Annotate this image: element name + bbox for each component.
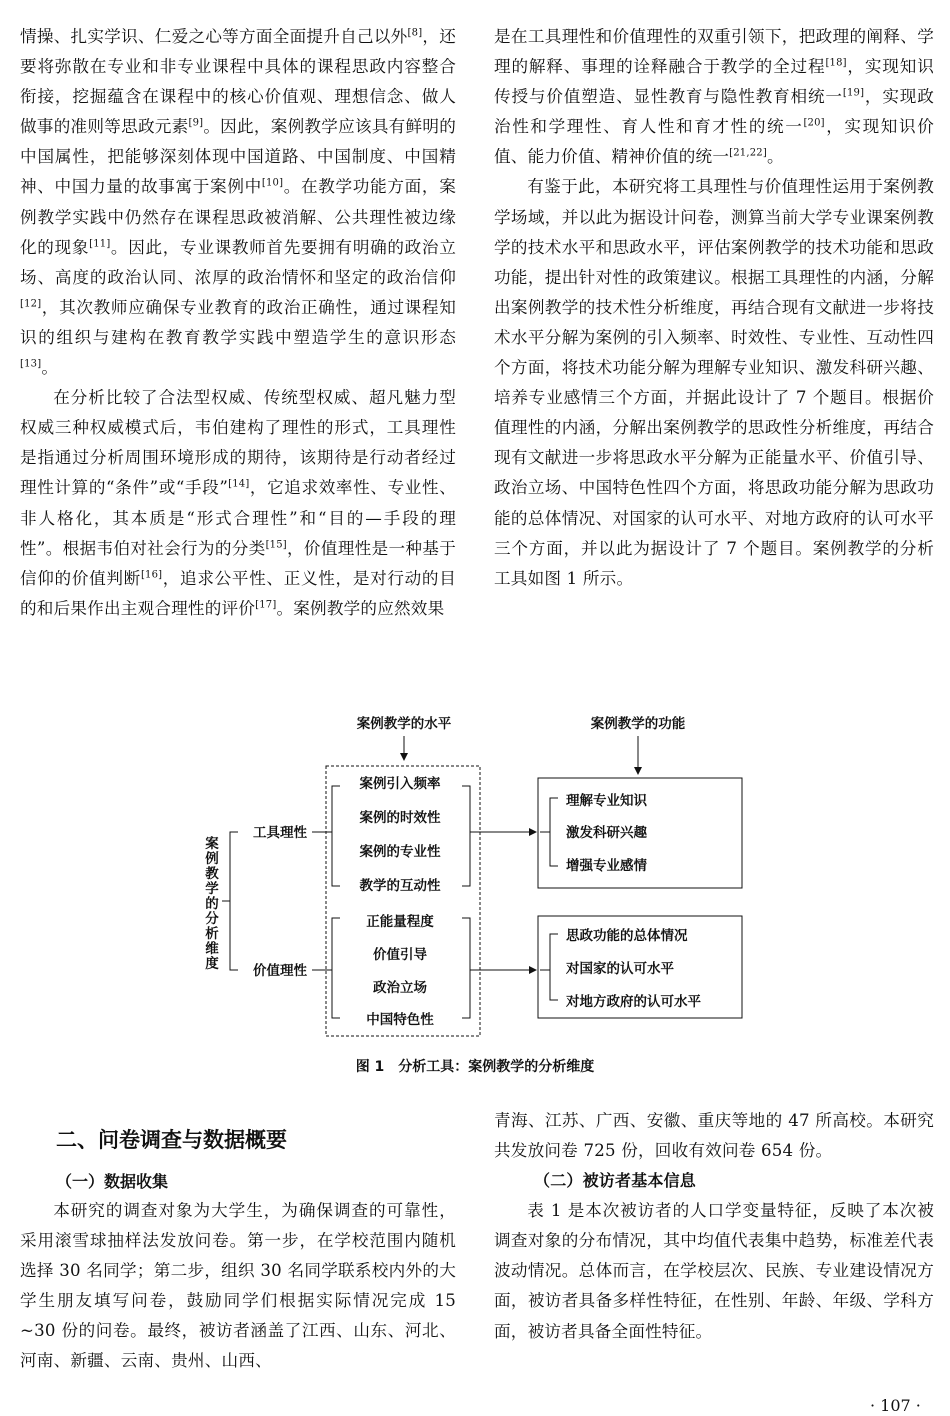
paragraph: 在分析比较了合法型权威、传统型权威、超凡魅力型权威三种权威模式后，韦伯建构了理性的形式，工具理性是指通过分析周围环境形成的期待，该期待是行动者经过理性计算的“条件”或“手段”[14]，它追求效率性、专业性、非人格化，其本质是“形式合理性”和“目的—手段的理性”。根据韦伯对社会行为的分类[15]，价值理性是一种基于信仰的价值判断[16]，追求公平性、正义性，是对行动的目的和后果作出主观合理性的评价[17]。案例教学的应然效果 bbox=[20, 388, 457, 618]
citation: [10] bbox=[261, 177, 284, 189]
function-item: 理解专业知识 bbox=[566, 793, 647, 809]
header-level: 案例教学的水平 bbox=[356, 716, 452, 732]
citation: [16] bbox=[140, 569, 163, 581]
citation: [14] bbox=[228, 478, 250, 490]
svg-text:度: 度 bbox=[205, 956, 219, 972]
function-item: 对地方政府的认可水平 bbox=[566, 994, 701, 1010]
citation: [21,22] bbox=[729, 147, 767, 159]
level-item: 教学的互动性 bbox=[359, 878, 441, 894]
svg-text:的: 的 bbox=[205, 896, 219, 912]
citation: [19] bbox=[842, 87, 865, 99]
vertical-label bbox=[205, 835, 219, 972]
citation: [15] bbox=[265, 539, 287, 551]
level-item: 政治立场 bbox=[373, 980, 427, 996]
citation: [11] bbox=[89, 238, 111, 250]
function-item: 激发科研兴趣 bbox=[566, 825, 647, 841]
citation: [17] bbox=[255, 599, 277, 611]
figure-diagram bbox=[0, 708, 950, 1048]
function-item: 对国家的认可水平 bbox=[566, 961, 674, 977]
paragraph: 青海、江苏、广西、安徽、重庆等地的 47 所高校。本研究共发放问卷 725 份，回收有效问卷 654 份。 bbox=[494, 1111, 934, 1161]
page-number: · 107 · bbox=[870, 1396, 921, 1415]
svg-text:学: 学 bbox=[205, 881, 219, 897]
citation: [18] bbox=[825, 57, 847, 69]
left-column-bottom bbox=[20, 1196, 456, 1377]
level-item: 价值引导 bbox=[373, 947, 427, 963]
section-title: 二、问卷调查与数据概要 bbox=[56, 1128, 287, 1152]
svg-text:析: 析 bbox=[205, 926, 219, 942]
figure-caption: 图 1 分析工具：案例教学的分析维度 bbox=[355, 1059, 595, 1075]
header-function: 案例教学的功能 bbox=[590, 716, 686, 732]
paragraph: 情操、扎实学识、仁爱之心等方面全面提升自己以外[8]，还要将弥散在专业和非专业课程中具体的课程思政内容整合衔接，挖掘蕴含在课程中的核心价值观、理想信念、做人做事的准则等思政元素[9]。因此，案例教学应该具有鲜明的中国属性，把能够深刻体现中国道路、中国制度、中国精神、中国力量的故事寓于案例中[10]。在教学功能方面，案例教学实践中仍然存在课程思政被消解、公共理性被边缘化的现象[11]。因此，专业课教师首先要拥有明确的政治立场、高度的政治认同、浓厚的政治情怀和坚定的政治信仰[12]，其次教师应确保专业教育的政治正确性，通过课程知识的组织与建构在教育教学实践中塑造学生的意识形态[13]。 bbox=[20, 27, 457, 378]
paragraph: 本研究的调查对象为大学生，为确保调查的可靠性，采用滚雪球抽样法发放问卷。第一步，在学校范围内随机选择 30 名同学；第二步，组织 30 名同学联系校内外的大学生朋友填写问卷，鼓励同学们根据实际情况完成 15 ~30 份的问卷。最终，被访者涵盖了江西、山东、河北、河南、新疆、云南、贵州、山西、 bbox=[20, 1201, 456, 1371]
level-item: 正能量程度 bbox=[366, 914, 434, 930]
svg-text:例: 例 bbox=[205, 851, 219, 867]
right-column bbox=[494, 22, 934, 594]
paragraph: 有鉴于此，本研究将工具理性与价值理性运用于案例教学场域，并以此为据设计问卷，测算当前大学专业课案例教学的技术水平和思政水平，评估案例教学的技术功能和思政功能，提出针对性的政策建议。根据工具理性的内涵，分解出案例教学的技术性分析维度，再结合现有文献进一步将技术水平分解为案例的引入频率、时效性、专业性、互动性四个方面，将技术功能分解为理解专业知识、激发科研兴趣、培养专业感情三个方面，并据此设计了 7 个题目。根据价值理性的内涵，分解出案例教学的思政性分析维度，再结合现有文献进一步将思政水平分解为正能量水平、价值引导、政治立场、中国特色性四个方面，将思政功能分解为思政功能的总体情况、对国家的认可水平、对地方政府的认可水平三个方面，并以此为据设计了 7 个题目。案例教学的分析工具如图 1 所示。 bbox=[494, 177, 934, 588]
level-item: 案例引入频率 bbox=[359, 776, 441, 792]
svg-text:维: 维 bbox=[205, 941, 219, 957]
paragraph: 表 1 是本次被访者的人口学变量特征，反映了本次被调查对象的分布情况，其中均值代表集中趋势，标准差代表波动情况。总体而言，在学校层次、民族、专业建设情况方面，被访者具备多样性特征，在性别、年龄、年级、学科方面，被访者具备全面性特征。 bbox=[494, 1201, 934, 1341]
function-item: 思政功能的总体情况 bbox=[566, 928, 688, 944]
branch-tool: 工具理性 bbox=[253, 825, 307, 841]
citation: [12] bbox=[20, 298, 42, 310]
citation: [9] bbox=[188, 117, 204, 129]
svg-text:教: 教 bbox=[205, 866, 219, 882]
svg-text:案: 案 bbox=[205, 836, 219, 852]
subsection-title-respondents: （二）被访者基本信息 bbox=[534, 1171, 697, 1191]
level-item: 案例的专业性 bbox=[359, 844, 441, 860]
citation: [20] bbox=[803, 117, 825, 129]
function-item: 增强专业感情 bbox=[566, 858, 647, 874]
citation: [8] bbox=[407, 27, 423, 39]
paragraph: 是在工具理性和价值理性的双重引领下，把政理的阐释、学理的解释、事理的诠释融合于教学的全过程[18]，实现知识传授与价值塑造、显性教育与隐性教育相统一[19]，实现政治性和学理性、育人性和育才性的统一[20]，实现知识价值、能力价值、精神价值的统一[21,22]。 bbox=[494, 27, 934, 167]
level-item: 案例的时效性 bbox=[359, 810, 441, 826]
svg-text:分: 分 bbox=[205, 911, 219, 927]
left-column bbox=[20, 22, 456, 624]
level-item: 中国特色性 bbox=[366, 1012, 434, 1028]
citation: [13] bbox=[20, 358, 42, 370]
branch-value: 价值理性 bbox=[253, 963, 307, 979]
right-column-bottom bbox=[494, 1106, 934, 1347]
subsection-title-data-collection: （一）数据收集 bbox=[56, 1172, 169, 1191]
